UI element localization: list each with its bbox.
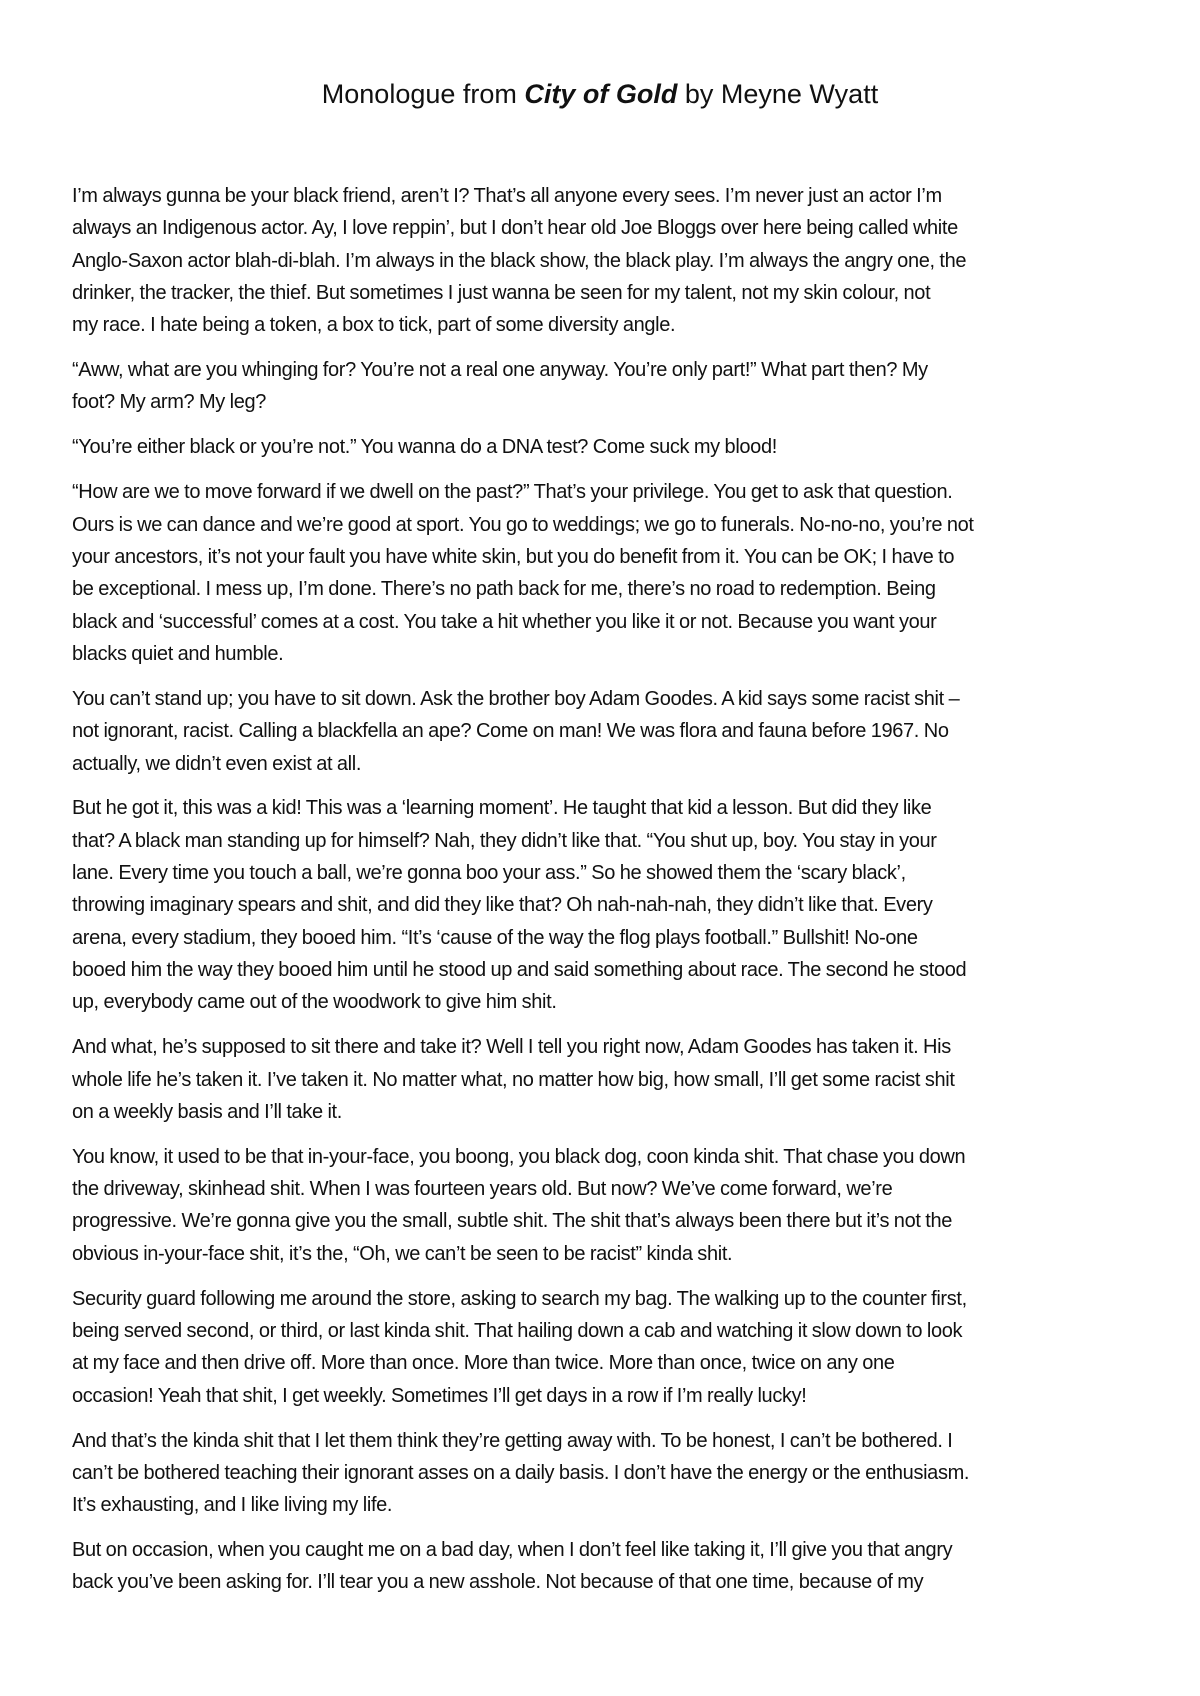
text-line: the driveway, skinhead shit. When I was fourteen years old. But now? We’ve come forward, we’re xyxy=(72,1178,893,1201)
monologue-body xyxy=(72,180,1136,1611)
paragraph xyxy=(72,1534,1136,1599)
text-line: throwing imaginary spears and shit, and did they like that? Oh nah-nah-nah, they didn’t like that. Every xyxy=(72,894,933,917)
text-line: whole life he’s taken it. I’ve taken it. No matter what, no matter how big, how small, I’ll get some racist shit xyxy=(72,1068,955,1091)
text-line: arena, every stadium, they booed him. “It’s ‘cause of the way the flog plays football.” Bullshit! No-one xyxy=(72,926,918,949)
text-line: on a weekly basis and I’ll take it. xyxy=(72,1100,342,1123)
text-line: not ignorant, racist. Calling a blackfella an ape? Come on man! We was flora and fauna before 1967. No xyxy=(72,720,949,743)
text-line: “How are we to move forward if we dwell on the past?” That’s your privilege. You get to ask that question. xyxy=(72,481,953,504)
text-line: lane. Every time you touch a ball, we’re gonna boo your ass.” So he showed them the ‘scary black’, xyxy=(72,862,906,885)
text-line: be exceptional. I mess up, I’m done. There’s no path back for me, there’s no road to redemption. Being xyxy=(72,578,936,601)
title-work: City of Gold xyxy=(524,79,678,109)
text-line: up, everybody came out of the woodwork to give him shit. xyxy=(72,991,557,1014)
text-line: I’m always gunna be your black friend, aren’t I? That’s all anyone every sees. I’m never just an actor I’m xyxy=(72,185,942,207)
text-line: occasion! Yeah that shit, I get weekly. Sometimes I’ll get days in a row if I’m really lucky! xyxy=(72,1384,807,1407)
paragraph xyxy=(72,683,1136,780)
text-line: black and ‘successful’ comes at a cost. You take a hit whether you like it or not. Because you want your xyxy=(72,610,937,633)
text-line: But on occasion, when you caught me on a bad day, when I don’t feel like taking it, I’ll give you that angry xyxy=(72,1539,953,1562)
text-line: You know, it used to be that in-your-face, you boong, you black dog, coon kinda shit. That chase you down xyxy=(72,1145,966,1168)
text-line: back you’ve been asking for. I’ll tear you a new asshole. Not because of that one time, because of my xyxy=(72,1571,924,1594)
text-line: your ancestors, it’s not your fault you have white skin, but you do benefit from it. You can be OK; I have to xyxy=(72,546,955,569)
text-line: But he got it, this was a kid! This was a ‘learning moment’. He taught that kid a lesson. But did they like xyxy=(72,797,932,820)
text-line: “Aww, what are you whinging for? You’re not a real one anyway. You’re only part!” What part then? My xyxy=(72,359,928,382)
paragraph xyxy=(72,476,1136,670)
paragraph xyxy=(72,1141,1136,1270)
text-line: progressive. We’re gonna give you the small, subtle shit. The shit that’s always been there but it’s not the xyxy=(72,1210,953,1233)
text-line: “You’re either black or you’re not.” You wanna do a DNA test? Come suck my blood! xyxy=(72,436,777,459)
text-line: always an Indigenous actor. Ay, I love reppin’, but I don’t hear old Joe Bloggs over here being called white xyxy=(72,217,958,240)
text-line: booed him the way they booed him until he stood up and said something about race. The second he stood xyxy=(72,958,967,981)
paragraph xyxy=(72,180,1136,341)
text-line: blacks quiet and humble. xyxy=(72,642,284,665)
text-line: Security guard following me around the store, asking to search my bag. The walking up to the counter first, xyxy=(72,1287,967,1310)
text-line: my race. I hate being a token, a box to tick, part of some diversity angle. xyxy=(72,314,676,337)
text-line: drinker, the tracker, the thief. But sometimes I just wanna be seen for my talent, not my skin colour, not xyxy=(72,281,931,304)
text-line: foot? My arm? My leg? xyxy=(72,391,267,414)
text-line: Ours is we can dance and we’re good at sport. You go to weddings; we go to funerals. No-no-no, you’re not xyxy=(72,513,974,536)
text-line: obvious in-your-face shit, it’s the, “Oh, we can’t be seen to be racist” kinda shit. xyxy=(72,1242,733,1265)
text-line: And what, he’s supposed to sit there and take it? Well I tell you right now, Adam Goodes has taken it. His xyxy=(72,1036,951,1059)
text-line: Anglo-Saxon actor blah-di-blah. I’m always in the black show, the black play. I’m always the angry one, the xyxy=(72,249,967,272)
text-line: can’t be bothered teaching their ignorant asses on a daily basis. I don’t have the energy or the enthusiasm. xyxy=(72,1461,970,1484)
paragraph xyxy=(72,1425,1136,1522)
title-prefix: Monologue from xyxy=(321,79,525,109)
paragraph xyxy=(72,431,1136,463)
paragraph xyxy=(72,354,1136,419)
text-line: You can’t stand up; you have to sit down. Ask the brother boy Adam Goodes. A kid says some racist shit – xyxy=(72,687,960,710)
text-line: that? A black man standing up for himself? Nah, they didn’t like that. “You shut up, boy. You stay in your xyxy=(72,829,937,852)
text-line: being served second, or third, or last kinda shit. That hailing down a cab and watching it slow down to look xyxy=(72,1320,963,1342)
text-line: at my face and then drive off. More than once. More than twice. More than once, twice on any one xyxy=(72,1352,895,1375)
title-suffix: by Meyne Wyatt xyxy=(677,79,879,109)
text-line: It’s exhausting, and I like living my life. xyxy=(72,1494,393,1517)
paragraph xyxy=(72,1031,1136,1128)
text-line: And that’s the kinda shit that I let them think they’re getting away with. To be honest, I can’t be bothered. I xyxy=(72,1429,953,1452)
text-line: actually, we didn’t even exist at all. xyxy=(72,752,362,775)
paragraph xyxy=(72,1283,1136,1412)
page-title xyxy=(0,76,1200,112)
paragraph xyxy=(72,792,1136,1018)
